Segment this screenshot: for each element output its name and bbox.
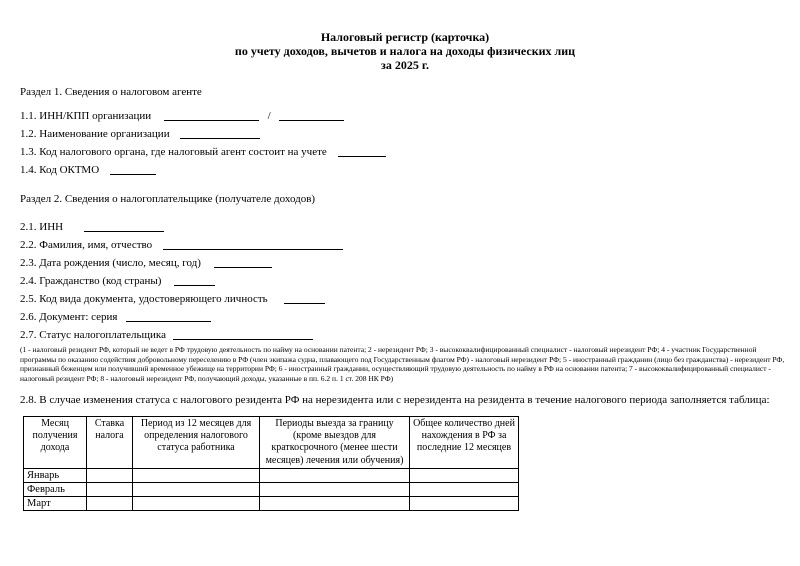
field-1-1-separator: / [267,110,271,122]
table-row-february [24,483,519,497]
field-1-3 [20,143,790,161]
field-2-5-blank [284,303,325,304]
field-2-6-blank [126,321,211,322]
field-1-1-label: 1.1. ИНН/КПП организации [20,110,152,122]
field-2-4-label: 2.4. Гражданство (код страны) [20,275,162,287]
table-header-month: Месяц получения дохода [24,416,87,469]
residency-status-table-body [24,469,519,511]
field-2-7-label: 2.7. Статус налогоплательщика [20,329,166,341]
field-2-6 [20,308,790,326]
section-2-heading: Раздел 2. Сведения о налогоплательщике (получателе доходов) [20,193,316,205]
field-2-7 [20,326,790,344]
field-2-4 [20,272,790,290]
field-2-2-blank [163,249,343,250]
field-2-2 [20,236,790,254]
table-header-12-month-period: Период из 12 месяцев для определения налогового статуса работника [133,416,260,469]
residency-status-table [23,416,519,512]
field-1-1 [20,107,790,125]
field-2-5-label: 2.5. Код вида документа, удостоверяющего личность [20,293,268,305]
table-header-days-in-rf: Общее количество дней нахождения в РФ за последние 12 месяцев [410,416,519,469]
empty-cell [410,497,519,511]
empty-cell [133,497,260,511]
empty-cell [133,483,260,497]
field-2-1 [20,218,790,236]
field-1-2-label: 1.2. Наименование организации [20,128,170,140]
empty-cell [87,469,133,483]
field-2-4-blank [174,285,215,286]
field-1-1-inn-blank [164,120,259,121]
field-1-3-label: 1.3. Код налогового органа, где налоговый агент состоит на учете [20,146,327,158]
empty-cell [87,483,133,497]
empty-cell [260,497,410,511]
field-1-2 [20,125,790,143]
table-row-january [24,469,519,483]
section-1-heading: Раздел 1. Сведения о налоговом агенте [20,86,202,98]
field-1-2-blank [180,138,260,139]
table-header-tax-rate: Ставка налога [87,416,133,469]
empty-cell [410,483,519,497]
field-2-5 [20,290,790,308]
section-1-fields [20,107,790,179]
empty-cell [133,469,260,483]
field-2-1-blank [84,231,164,232]
month-cell: Февраль [24,483,87,497]
field-1-3-blank [338,156,386,157]
empty-cell [260,483,410,497]
field-1-4 [20,161,790,179]
month-cell: Январь [24,469,87,483]
field-1-4-label: 1.4. Код ОКТМО [20,164,100,176]
document-title-line-2: по учету доходов, вычетов и налога на доходы физических лиц [234,44,576,58]
empty-cell [260,469,410,483]
field-2-3 [20,254,790,272]
empty-cell [410,469,519,483]
field-2-6-label: 2.6. Документ: серия [20,311,118,323]
document-title [20,30,790,72]
field-2-3-blank [214,267,272,268]
table-header-trips-abroad: Периоды выезда за границу (кроме выездов для краткосрочного (менее шести месяцев) лечения или обучения) [260,416,410,469]
field-1-4-blank [110,174,156,175]
field-2-1-label: 2.1. ИНН [20,221,64,233]
field-2-2-label: 2.2. Фамилия, имя, отчество [20,239,153,251]
section-2-fields [20,218,790,344]
paragraph-2-8: 2.8. В случае изменения статуса с налогового резидента РФ на нерезидента или с нерезидента на резидента в течение налогового периода заполняется таблица: [20,394,770,406]
residency-status-table-head [24,416,519,469]
table-header-row [24,416,519,469]
empty-cell [87,497,133,511]
month-cell: Март [24,497,87,511]
document-title-line-3: за 2025 г. [381,58,429,72]
document-title-line-1: Налоговый регистр (карточка) [320,30,490,44]
table-row-march [24,497,519,511]
field-2-3-label: 2.3. Дата рождения (число, месяц, год) [20,257,201,269]
field-1-1-kpp-blank [279,120,344,121]
field-2-7-blank [173,339,313,340]
taxpayer-status-footnote: (1 - налоговый резидент РФ, который не ведет в РФ трудовую деятельность по найму на основании патента; 2 - нерезидент РФ; 3 - высококвалифицированный специалист - налоговый нерезидент РФ; 4 - участник Государственной программы по оказанию содействия добровольному переселению в РФ (член экипажа судна, плавающего под Государственным флагом РФ) - налоговый нерезидент РФ; 5 - иностранный гражданин (лицо без гражданства) - нерезидент РФ, признанный беженцем или получивший временное убежище на территории РФ; 6 - иностранный гражданин, осуществляющий трудовую деятельность по найму в РФ на основании патента; 7 - высококвалифицированный специалист - налоговый резидент РФ; 8 - налоговый нерезидент РФ, получающий доходы, указанные в пп. 6.2 п. 1 ст. 208 НК РФ) [20,345,785,383]
